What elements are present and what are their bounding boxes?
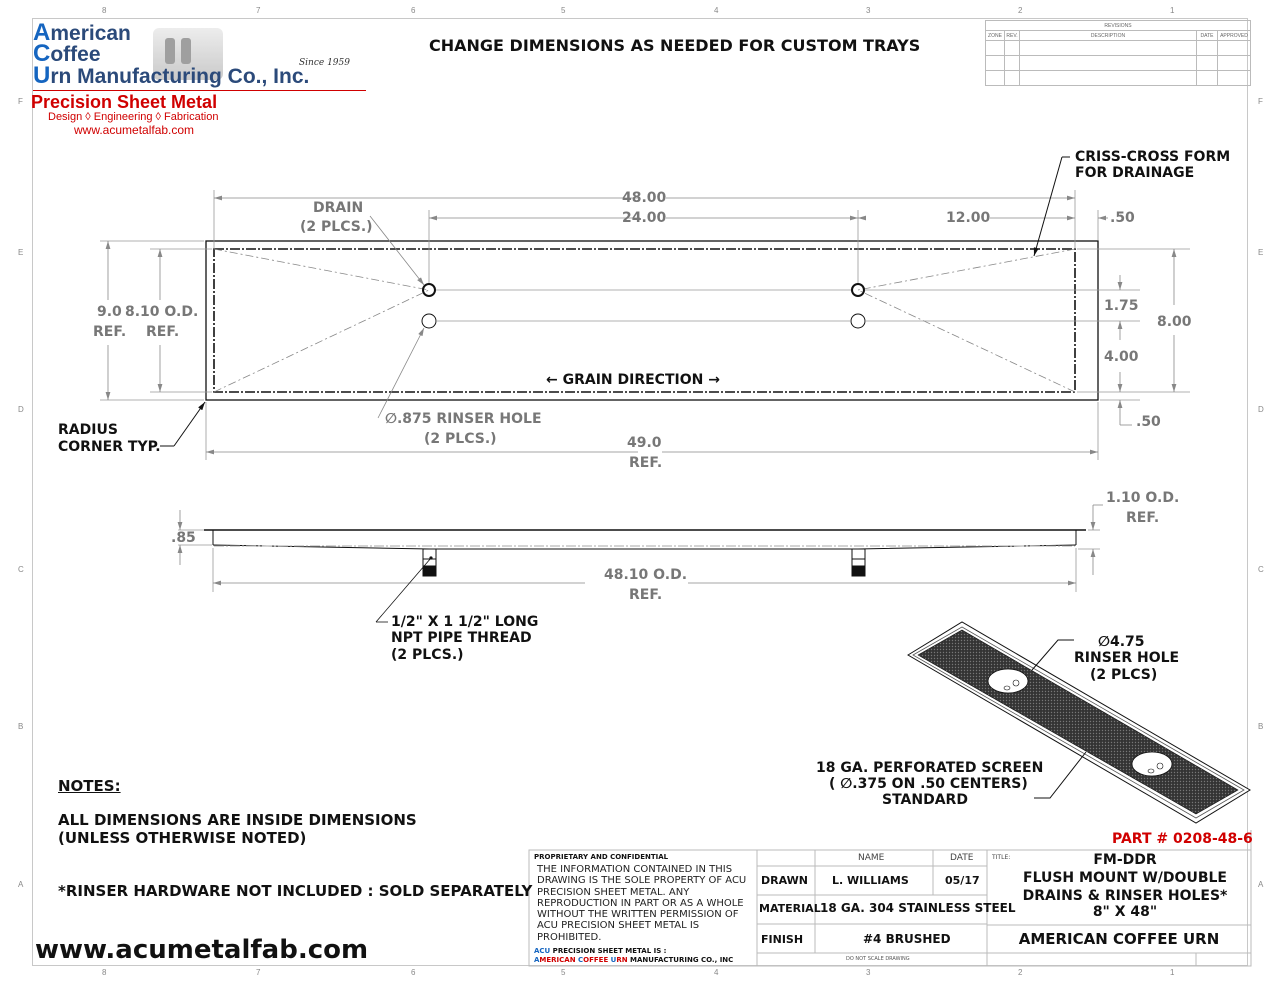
screen-label-2: ( ∅.375 ON .50 CENTERS): [829, 776, 1028, 792]
logo-services: Design ◊ Engineering ◊ Fabrication: [48, 111, 219, 123]
material-label: MATERIAL: [759, 902, 821, 915]
custom-trays-banner: CHANGE DIMENSIONS AS NEEDED FOR CUSTOM TRAYS: [429, 36, 921, 55]
drawn-label: DRAWN: [761, 874, 808, 887]
note-2: *RINSER HARDWARE NOT INCLUDED : SOLD SEPARATELY: [58, 882, 533, 900]
note-1b: (UNLESS OTHERWISE NOTED): [58, 829, 307, 847]
dim-depth: .85: [171, 530, 196, 546]
rinser-hole-label: ∅.875 RINSER HOLE: [385, 411, 542, 427]
rinser-hole-iso-label: RINSER HOLE: [1074, 650, 1180, 666]
dim-od-length-sub: REF.: [629, 587, 663, 603]
title-label: TITLE:: [992, 854, 1011, 861]
dim-drain-offset: 12.00: [946, 210, 991, 226]
radius-corner-label-2: CORNER TYP.: [58, 439, 161, 455]
side-view: [178, 505, 1103, 622]
dim-od-ref: 8.10 O.D.: [125, 304, 199, 320]
website-link[interactable]: www.acumetalfab.com: [35, 935, 369, 965]
name-header: NAME: [858, 853, 885, 863]
dim-od-ref-sub: REF.: [146, 324, 180, 340]
criss-cross-label-2: FOR DRAINAGE: [1075, 165, 1195, 181]
since-text: Since 1959: [299, 58, 350, 68]
dim-flange-bottom: .50: [1136, 414, 1161, 430]
finish-label: FINISH: [761, 933, 804, 946]
dim-od-length: 48.10 O.D.: [604, 567, 688, 583]
notes-heading: NOTES:: [58, 777, 121, 795]
rinser-hole-qty-label: (2 PLCS.): [424, 431, 497, 447]
company-name-block: AMERICAN COFFEE URN: [1018, 930, 1220, 948]
company-full-name: AMERICAN COFFEE URN MANUFACTURING CO., INC: [534, 956, 734, 964]
drain-qty-label: (2 PLCS.): [300, 219, 373, 235]
part-number: PART # 0208-48-6: [1112, 831, 1253, 847]
screen-label-3: STANDARD: [882, 792, 968, 808]
dim-flange-right: .50: [1110, 210, 1135, 226]
screen-label-1: 18 GA. PERFORATED SCREEN: [816, 760, 1044, 776]
dim-height-ref: 9.0: [97, 304, 122, 320]
logo-tagline: Precision Sheet Metal: [31, 92, 218, 112]
pipe-thread-label-3: (2 PLCS.): [391, 647, 464, 663]
material-value: 18 GA. 304 STAINLESS STEEL: [820, 901, 1016, 915]
dim-drain-to-rinser: 1.75: [1104, 298, 1139, 314]
date-header: DATE: [950, 853, 974, 863]
pipe-thread-label-1: 1/2" X 1 1/2" LONG: [391, 614, 539, 630]
dim-overall-ref: 49.0: [627, 435, 662, 451]
proprietary-heading: PROPRIETARY AND CONFIDENTIAL: [534, 853, 669, 861]
rinser-diameter-label: ∅4.75: [1098, 634, 1145, 650]
grain-direction-label: ← GRAIN DIRECTION →: [546, 372, 720, 388]
do-not-scale-note: DO NOT SCALE DRAWING: [846, 956, 910, 962]
rinser-qty-iso-label: (2 PLCS): [1090, 667, 1158, 683]
dim-od-height-sub: REF.: [1126, 510, 1160, 526]
proprietary-text: THE INFORMATION CONTAINED IN THIS DRAWING IS THE SOLE PROPERTY OF ACU PRECISION SHEET METAL. ANY REPRODUCTION IN PART OR AS A WHOLE WITHOUT THE WRITTEN PERMISSION OF ACU PRECISION SHEET METAL IS PROHIBITED.: [537, 864, 747, 943]
dim-inner-height: 8.00: [1157, 314, 1192, 330]
pipe-thread-label-2: NPT PIPE THREAD: [391, 630, 532, 646]
radius-corner-label-1: RADIUS: [58, 422, 118, 438]
drain-label: DRAIN: [313, 200, 364, 216]
drawing-title: FM-DDR FLUSH MOUNT W/DOUBLE DRAINS & RINSER HOLES* 8" X 48": [1022, 852, 1228, 920]
dim-height-ref-sub: REF.: [93, 324, 127, 340]
drawn-name: L. WILLIAMS: [832, 874, 909, 887]
logo-url: www.acumetalfab.com: [74, 123, 195, 137]
company-logo: American Coffee Since 1959 Urn Manufacturing Co., Inc. Precision Sheet Metal Design ◊ Engineering ◊ Fabrication www.acumetalfab.com: [33, 20, 368, 140]
acu-is-line: ACU PRECISION SHEET METAL IS :: [534, 947, 667, 955]
drawn-date: 05/17: [945, 874, 980, 887]
finish-value: #4 BRUSHED: [863, 932, 951, 946]
dim-rinser-to-bottom: 4.00: [1104, 349, 1139, 365]
revisions-table: REVISIONS ZONE REV. DESCRIPTION DATE APPROVED: [985, 20, 1251, 86]
dim-overall-ref-sub: REF.: [629, 455, 663, 471]
dim-overall-length: 48.00: [622, 190, 667, 206]
note-1a: ALL DIMENSIONS ARE INSIDE DIMENSIONS: [58, 811, 417, 829]
dim-od-height: 1.10 O.D.: [1106, 490, 1180, 506]
criss-cross-label-1: CRISS-CROSS FORM: [1075, 149, 1231, 165]
dim-drain-spacing: 24.00: [622, 210, 667, 226]
